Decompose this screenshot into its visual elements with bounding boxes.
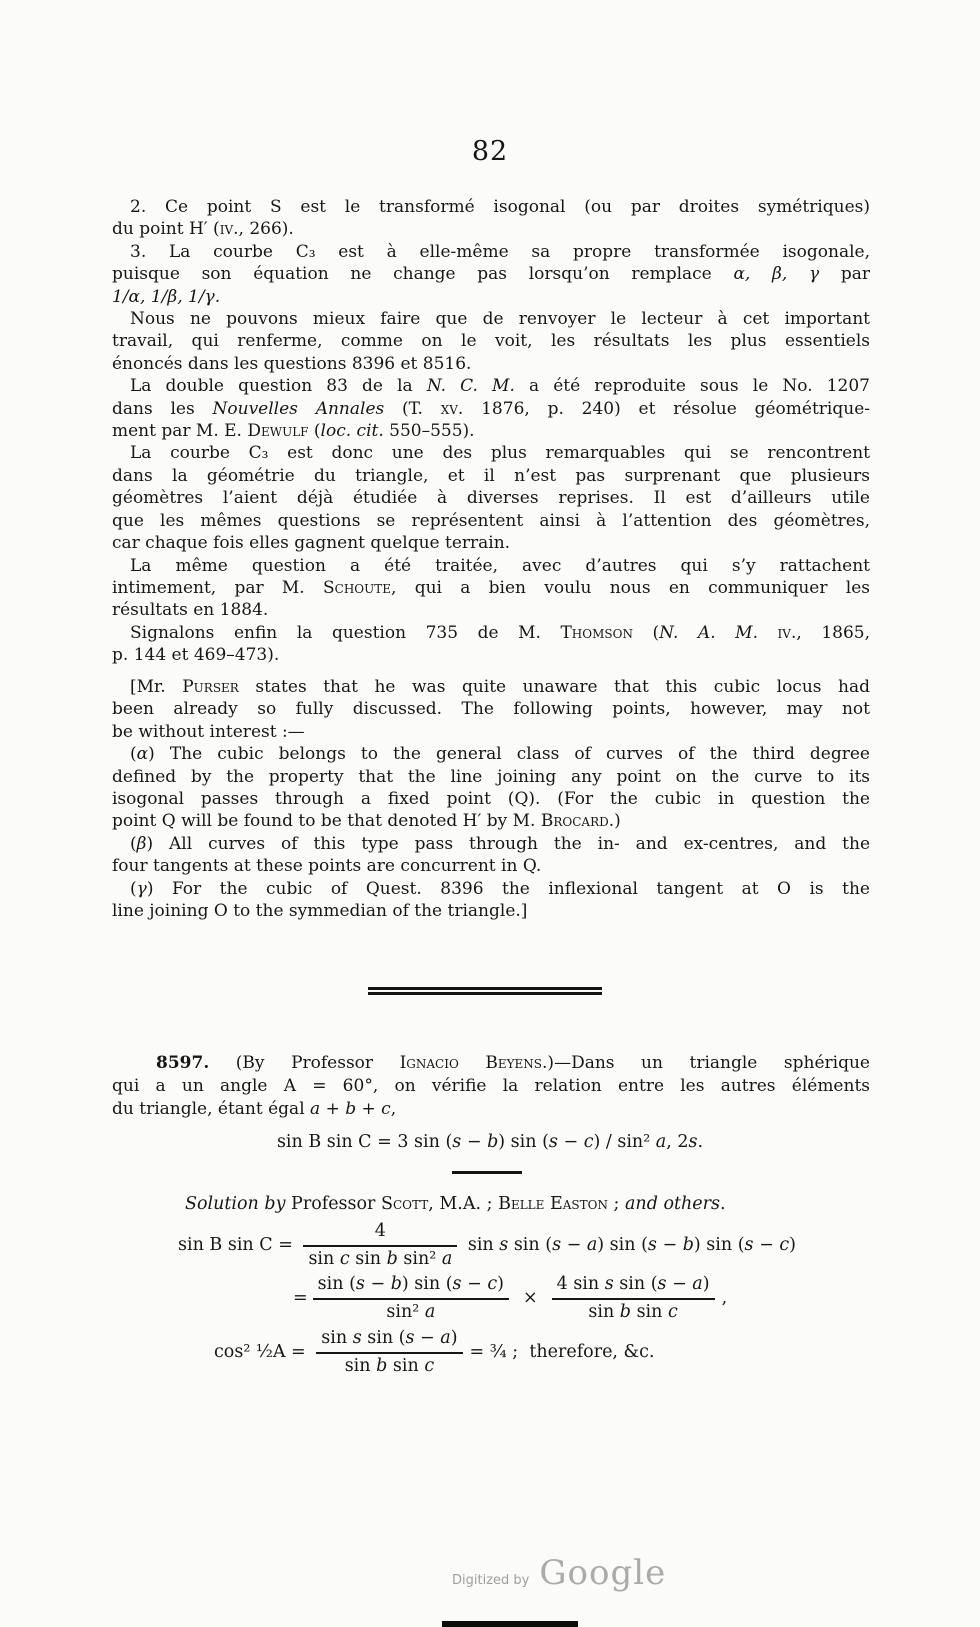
text-line: line joining O to the symmedian of the triangle.] — [112, 901, 528, 922]
paragraph — [112, 622, 870, 667]
text-line: La même question a été traitée, avec d’autres qui s’y rattachent — [130, 555, 870, 576]
fraction-numerator: sin s sin (s − a) — [321, 1328, 458, 1348]
paragraph — [112, 743, 870, 833]
paragraph — [112, 375, 870, 442]
paragraph — [112, 833, 870, 878]
google-watermark — [452, 1553, 666, 1593]
text-line: que les mêmes questions se représentent ainsi à l’attention des géomètres, — [112, 510, 870, 531]
equation-rhs: sin s sin (s − a) sin (s − b) sin (s − c) — [462, 1234, 796, 1255]
solution-equation-2 — [293, 1274, 727, 1324]
text-line: [Mr. Purser states that he was quite unaware that this cubic locus had — [130, 677, 870, 697]
text-line: defined by the property that the line joining any point on the curve to its — [112, 766, 870, 787]
equation-lhs: cos² ½A = — [214, 1341, 312, 1362]
text-line: isogonal passes through a fixed point (Q). (For the cubic in question the — [112, 789, 870, 810]
text-line: four tangents at these points are concurrent in Q. — [112, 856, 542, 877]
solution-byline: Solution by Professor Scott, M.A. ; Belle Easton ; and others. — [185, 1194, 726, 1214]
text-line: 3. La courbe C₃ est à elle-même sa propre transformée isogonale, — [130, 241, 870, 262]
paragraph — [112, 241, 870, 308]
text-line: La courbe C₃ est donc une des plus remarquables qui se rencontrent — [130, 443, 870, 464]
solution-equation-1 — [178, 1221, 796, 1271]
text-line: car chaque fois elles gagnent quelque terrain. — [112, 533, 511, 554]
text-line: du triangle, étant égal a + b + c, — [112, 1099, 397, 1119]
fraction-numerator: sin (s − b) sin (s − c) — [317, 1274, 504, 1294]
google-logo: Google — [539, 1553, 667, 1593]
fraction — [316, 1328, 462, 1378]
question-end-rule — [452, 1171, 522, 1174]
multiplication-sign: × — [522, 1287, 538, 1308]
text-line: (β) All curves of this type pass through the in- and ex-centres, and the — [130, 833, 870, 854]
text-line: qui a un angle A = 60°, on vérifie la relation entre les autres éléments — [112, 1076, 870, 1096]
text-line: point Q will be found to be that denoted H′ by M. Brocard.) — [112, 811, 621, 832]
text-line: résultats en 1884. — [112, 600, 269, 621]
digitized-by-label: Digitized by — [452, 1573, 530, 1588]
text-line: géomètres l’aient déjà étudiée à diverses reprises. Il est d’ailleurs utile — [112, 488, 870, 509]
fraction-denominator: sin b sin c — [344, 1355, 435, 1376]
french-commentary-section — [112, 196, 870, 667]
paragraph — [112, 308, 870, 375]
text-line: 8597. (By Professor Ignacio Beyens.)—Dans un triangle sphérique — [156, 1053, 870, 1073]
text-line: du point H′ (iv., 266). — [112, 219, 294, 240]
fraction — [313, 1274, 509, 1324]
text-line: Signalons enfin la question 735 de M. Thomson (N. A. M. iv., 1865, — [130, 622, 870, 643]
fraction — [552, 1274, 715, 1324]
fraction — [303, 1221, 457, 1271]
text-line: (α) The cubic belongs to the general class of curves of the third degree — [130, 744, 870, 765]
text-line: ment par M. E. Dewulf (loc. cit. 550–555). — [112, 421, 475, 442]
fraction-bar — [552, 1298, 715, 1300]
fraction-denominator: sin² a — [386, 1301, 436, 1322]
equation-comma: , — [721, 1287, 728, 1308]
text-line: be without interest :— — [112, 721, 305, 742]
paragraph — [112, 1052, 870, 1121]
text-line: (γ) For the cubic of Quest. 8396 the inflexional tangent at O is the — [130, 878, 870, 899]
equation-lhs: sin B sin C = — [178, 1234, 299, 1255]
paragraph — [112, 196, 870, 241]
equation-result: = ¾ ; therefore, &c. — [469, 1341, 655, 1362]
equals-sign: = — [293, 1287, 308, 1308]
fraction-denominator: sin c sin b sin² a — [308, 1248, 453, 1269]
text-line: puisque son équation ne change pas lorsqu’on remplace α, β, γ par — [112, 264, 870, 285]
page-number: 82 — [471, 136, 509, 167]
text-line: Nous ne pouvons mieux faire que de renvoyer le lecteur à cet important — [130, 309, 870, 330]
paragraph — [112, 555, 870, 622]
scan-artifact-bar — [442, 1621, 578, 1627]
text-line: dans les Nouvelles Annales (T. xv. 1876, p. 240) et résolue géométrique- — [112, 398, 870, 419]
section-divider — [368, 987, 602, 995]
text-line: been already so fully discussed. The following points, however, may not — [112, 699, 870, 720]
fraction-bar — [316, 1352, 462, 1354]
fraction-numerator: 4 sin s sin (s − a) — [556, 1274, 710, 1294]
solution-equation-3 — [214, 1328, 655, 1378]
text-line: dans la géométrie du triangle, et il n’est pas surprenant que plusieurs — [112, 465, 870, 486]
paragraph — [112, 878, 870, 923]
text-line: La double question 83 de la N. C. M. a été reproduite sous le No. 1207 — [130, 376, 870, 397]
divider-bottom-rule — [368, 992, 602, 995]
question-8597-section — [112, 1052, 870, 1121]
paragraph — [112, 442, 870, 554]
text-line: travail, qui renferme, comme on le voit, les résultats les plus essentiels — [112, 331, 870, 352]
fraction-bar — [313, 1298, 509, 1300]
text-line: 2. Ce point S est le transformé isogonal (ou par droites symétriques) — [130, 197, 870, 217]
text-line: p. 144 et 469–473). — [112, 645, 280, 666]
fraction-numerator: 4 — [374, 1221, 386, 1241]
text-line: intimement, par M. Schoute, qui a bien voulu nous en communiquer les — [112, 577, 870, 598]
question-formula: sin B sin C = 3 sin (s − b) sin (s − c) / sin² a, 2s. — [276, 1132, 704, 1152]
fraction-bar — [303, 1245, 457, 1247]
text-line: énoncés dans les questions 8396 et 8516. — [112, 353, 472, 374]
paragraph — [112, 676, 870, 743]
english-note-section — [112, 676, 870, 922]
fraction-denominator: sin b sin c — [588, 1301, 678, 1322]
text-line: 1/α, 1/β, 1/γ. — [112, 286, 221, 307]
